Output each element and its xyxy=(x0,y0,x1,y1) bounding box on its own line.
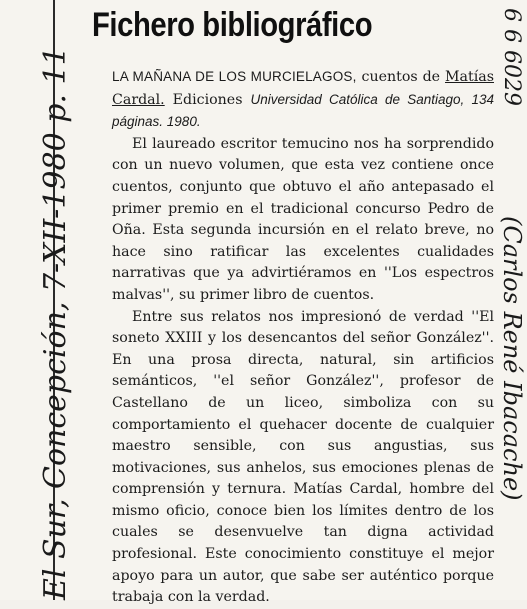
article-body xyxy=(112,66,494,609)
book-publisher: Universidad Católica de Santiago, 134 páginas. 1980. xyxy=(112,91,494,130)
book-edition: Ediciones xyxy=(172,91,243,108)
handwritten-author-note: (Carlos René Ibacache) xyxy=(498,216,526,501)
book-author: Matías Cardal. xyxy=(112,69,494,108)
article-paragraph-2: Entre sus relatos nos impresionó de verdad ''El soneto XXIII y los desencantos del señor González''. En una prosa directa, natural, sin artificios semánticos, ''el señor González'', profesor de Castellano de un liceo, simboliza con su comportamiento el quehacer docente de cualquier maestro sensible, con sus angustias, sus motivaciones, sus anhelos, sus emociones plenas de comprensión y ternura. Matías Cardal, hombre del mismo oficio, conoce bien los límites dentro de los cuales se desenvuelve tan digna actividad profesional. Este conocimiento constituye el mejor apoyo para un autor, que sabe ser auténtico porque trabaja con la verdad. xyxy=(112,308,494,606)
book-reference xyxy=(112,66,494,134)
book-de: de xyxy=(422,69,441,85)
page-title: Fichero bibliográfico xyxy=(92,6,373,44)
book-kind: cuentos xyxy=(361,69,418,85)
handwritten-source-note: El Sur, Concepción, 7-XII-1980 p. 11 xyxy=(38,46,73,600)
handwritten-catalog-number: 6 6 6029 xyxy=(499,8,524,106)
article-paragraph-1: El laureado escritor temucino nos ha sorprendido con un nuevo volumen, que esta vez contiene once cuentos, conjunto que obtuvo el año antepasado el primer premio en el tradicional concurso Pedro de Oña. Esta segunda incursión en el relato breve, no hace sino ratificar las excelentes cualidades narrativas que ya advirtiéramos en ''Los espectros malvas'', su primer libro de cuentos. xyxy=(112,135,494,303)
book-title: LA MAÑANA DE LOS MURCIELAGOS, xyxy=(112,69,357,84)
